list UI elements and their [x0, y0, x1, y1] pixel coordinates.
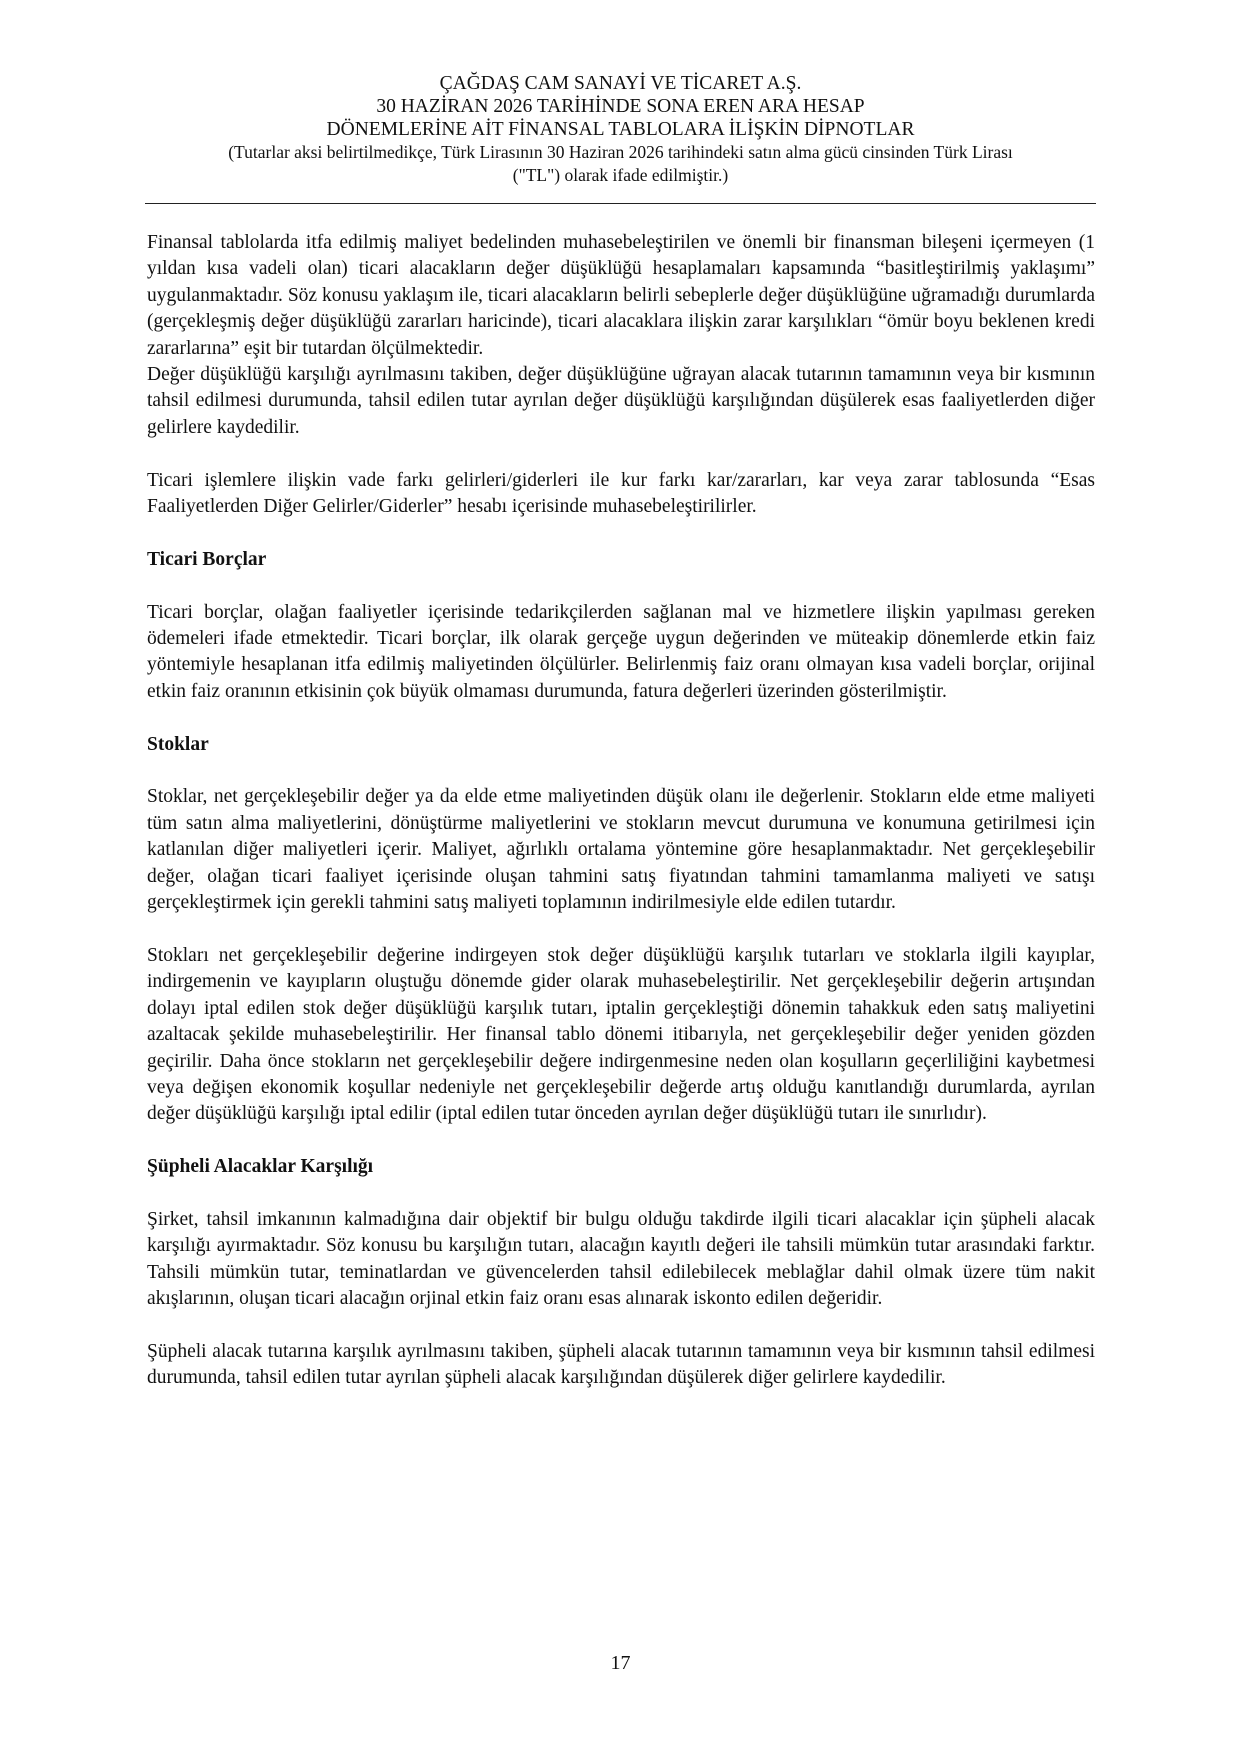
heading-inventories: Stoklar	[147, 733, 209, 755]
page-number: 17	[610, 1652, 631, 1674]
document-header	[145, 72, 1096, 187]
paragraph-inventories-valuation: Stoklar, net gerçekleşebilir değer ya da elde etme maliyetinden düşük olanı ile değerlenir. Stokların elde etme maliyeti tüm satın alma maliyetlerini, dönüştürme maliyetlerini ve stokların mevcut durumuna ve konumuna getirilmesi için katlanılan diğer maliyetleri içerir. Maliyet, ağırlıklı ortalama yöntemine göre hesaplanmaktadır. Net gerçekleşebilir değer, olağan ticari faaliyet içerisinde oluşan tahmini satış fiyatından tahmini tamamlanma maliyeti ve satışı gerçekleştirmek için gerekli tahmini satış maliyeti toplamının indirilmesiyle elde edilen tutardır.	[147, 786, 1095, 914]
header-divider	[145, 203, 1096, 204]
paragraph-maturity-differences: Ticari işlemlere ilişkin vade farkı gelirleri/giderleri ile kur farkı kar/zararları, kar veya zarar tablosunda “Esas Faaliyetlerden Diğer Gelirler/Giderler” hesabı içerisinde muhasebeleştirilirler.	[147, 469, 1095, 518]
company-name: ÇAĞDAŞ CAM SANAYİ VE TİCARET A.Ş.	[439, 73, 802, 94]
report-period-title: 30 HAZİRAN 2026 TARİHİNDE SONA EREN ARA HESAP	[376, 96, 865, 117]
paragraph-impairment-collection: Değer düşüklüğü karşılığı ayrılmasını takiben, değer düşüklüğüne uğrayan alacak tutarının tamamının veya bir kısmının tahsil edilmesi durumunda, tahsil edilen tutar ayrılan değer düşüklüğü karşılığından düşülerek esas faaliyetlerden diğer gelirlere kaydedilir.	[147, 364, 1095, 438]
currency-note-line1: (Tutarlar aksi belirtilmedikçe, Türk Lirasının 30 Haziran 2026 tarihindeki satın alma gücü cinsinden Türk Lirası	[228, 142, 1013, 162]
paragraph-doubtful-collection: Şüpheli alacak tutarına karşılık ayrılmasını takiben, şüpheli alacak tutarının tamamının veya bir kısmının tahsil edilmesi durumunda, tahsil edilen tutar ayrılan şüpheli alacak karşılığından düşülerek diğer gelirlere kaydedilir.	[147, 1340, 1095, 1389]
currency-note-line2: ("TL") olarak ifade edilmiştir.)	[512, 165, 729, 185]
report-title: DÖNEMLERİNE AİT FİNANSAL TABLOLARA İLİŞKİN DİPNOTLAR	[326, 119, 915, 140]
paragraph-trade-payables: Ticari borçlar, olağan faaliyetler içerisinde tedarikçilerden sağlanan mal ve hizmetlere ilişkin yapılması gereken ödemeleri ifade etmektedir. Ticari borçlar, ilk olarak gerçeğe uygun değerinden ve müteakip dönemlerde etkin faiz yöntemiyle hesaplanan itfa edilmiş maliyetinden ölçülürler. Belirlenmiş faiz oranı olmayan kısa vadeli borçlar, orijinal etkin faiz oranının etkisinin çok büyük olmaması durumunda, fatura değerleri üzerinden gösterilmiştir.	[147, 601, 1095, 702]
paragraph-simplified-approach: Finansal tablolarda itfa edilmiş maliyet bedelinden muhasebeleştirilen ve önemli bir finansman bileşeni içermeyen (1 yıldan kısa vadeli olan) ticari alacakların değer düşüklüğü hesaplamaları kapsamında “basitleştirilmiş yaklaşımı” uygulanmaktadır. Söz konusu yaklaşım ile, ticari alacakların belirli sebeplerle değer düşüklüğüne uğramadığı durumlarda (gerçekleşmiş değer düşüklüğü zararları haricinde), ticari alacaklara ilişkin zarar karşılıkları “ömür boyu beklenen kredi zararlarına” eşit bir tutardan ölçülmektedir.	[147, 232, 1095, 359]
paragraph-doubtful-receivables: Şirket, tahsil imkanının kalmadığına dair objektif bir bulgu olduğu takdirde ilgili ticari alacaklar için şüpheli alacak karşılığı ayırmaktadır. Söz konusu bu karşılığın tutarı, alacağın kayıtlı değeri ile tahsili mümkün tutar arasındaki farktır. Tahsili mümkün tutar, teminatlardan ve güvencelerden tahsil edilebilecek meblağlar dahil olmak üzere tüm nakit akışlarının, oluşan ticari alacağın orjinal etkin faiz oranı esas alınarak iskonto edilen değeridir.	[147, 1208, 1095, 1310]
paragraph-inventories-impairment: Stokları net gerçekleşebilir değerine indirgeyen stok değer düşüklüğü karşılık tutarları ve stoklarla ilgili kayıplar, indirgemenin ve kayıpların oluştuğu dönemde gider olarak muhasebeleştirilir. Net gerçekleşebilir değerin artışından dolayı iptal edilen stok değer düşüklüğü karşılık tutarı, iptalin gerçekleştiği dönemin tahakkuk eden satış maliyetini azaltacak şekilde muhasebeleştirilir. Her finansal tablo dönemi itibarıyla, net gerçekleşebilir değer yeniden gözden geçirilir. Daha önce stokların net gerçekleşebilir değere indirgenmesine neden olan koşulların geçerliliğini kaybetmesi veya değişen ekonomik koşullar nedeniyle net gerçekleşebilir değerde artış olduğu kanıtlandığı durumlarda, ayrılan değer düşüklüğü karşılığı iptal edilir (iptal edilen tutar önceden ayrılan değer düşüklüğü tutarı ile sınırlıdır).	[147, 944, 1095, 1125]
heading-doubtful-receivables: Şüpheli Alacaklar Karşılığı	[147, 1156, 374, 1178]
heading-trade-payables: Ticari Borçlar	[147, 548, 267, 570]
document-body	[147, 230, 1095, 1392]
